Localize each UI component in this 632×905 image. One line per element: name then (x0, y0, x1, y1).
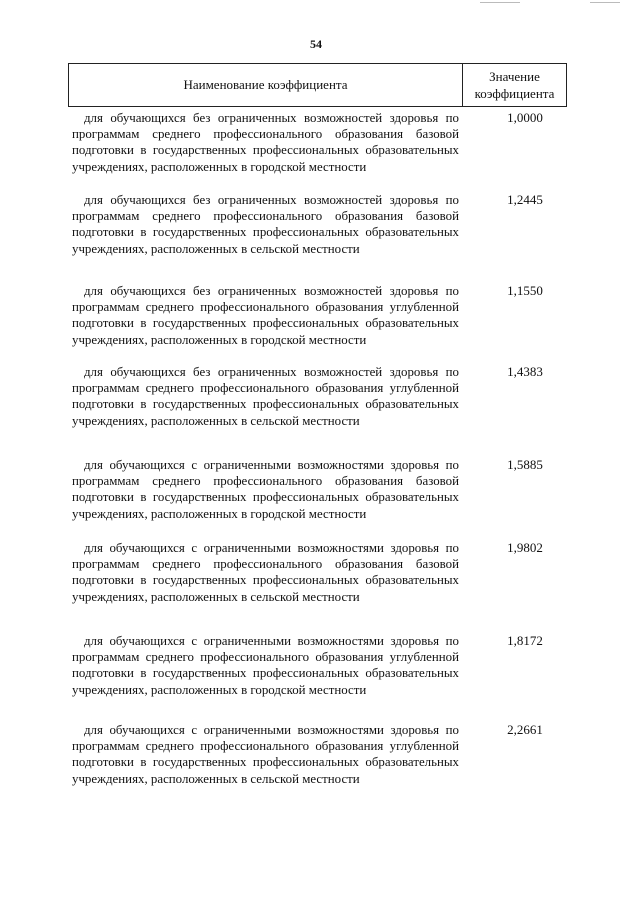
coefficient-name: для обучающихся без ограниченных возможностей здоровья по программам среднего профессионального образования углубленной подготовки в государственных профессиональных образовательных учреждениях, расположенных в сельской местности (72, 365, 459, 428)
table-row (72, 457, 562, 537)
header-value-column (463, 64, 566, 106)
coefficient-value: 1,5885 (507, 457, 543, 472)
scan-artifact (480, 2, 520, 3)
coefficient-value: 1,0000 (507, 110, 543, 125)
coefficient-name: для обучающихся без ограниченных возможностей здоровья по программам среднего профессионального образования углубленной подготовки в государственных профессиональных образовательных учреждениях, расположенных в городской местности (72, 284, 459, 347)
table-row (72, 540, 562, 620)
table-row (72, 283, 562, 363)
header-name-column: Наименование коэффициента (69, 64, 463, 106)
header-value-line2: коэффициента (474, 86, 555, 101)
header-value-line1: Значение (489, 69, 540, 84)
coefficient-name: для обучающихся с ограниченными возможностями здоровья по программам среднего профессионального образования базовой подготовки в государственных профессиональных образовательных учреждениях, расположенных в городской местности (72, 458, 459, 521)
table-row (72, 192, 562, 272)
coefficient-value: 1,2445 (507, 192, 543, 207)
coefficient-value: 1,8172 (507, 633, 543, 648)
table-row (72, 633, 562, 713)
table-row (72, 110, 562, 190)
coefficient-name: для обучающихся без ограниченных возможностей здоровья по программам среднего профессионального образования базовой подготовки в государственных профессиональных образовательных учреждениях, расположенных в городской местности (72, 111, 459, 174)
coefficient-name: для обучающихся без ограниченных возможностей здоровья по программам среднего профессионального образования базовой подготовки в государственных профессиональных образовательных учреждениях, расположенных в сельской местности (72, 193, 459, 256)
coefficient-value: 1,9802 (507, 540, 543, 555)
table-row (72, 364, 562, 444)
page-number: 54 (310, 37, 322, 51)
table-header (68, 63, 567, 107)
coefficient-value: 2,2661 (507, 722, 543, 737)
coefficient-name: для обучающихся с ограниченными возможностями здоровья по программам среднего профессионального образования углубленной подготовки в государственных профессиональных образовательных учреждениях, расположенных в сельской местности (72, 723, 459, 786)
coefficient-value: 1,4383 (507, 364, 543, 379)
coefficient-name: для обучающихся с ограниченными возможностями здоровья по программам среднего профессионального образования углубленной подготовки в государственных профессиональных образовательных учреждениях, расположенных в городской местности (72, 634, 459, 697)
coefficient-value: 1,1550 (507, 283, 543, 298)
table-row (72, 722, 562, 802)
scan-artifact (590, 2, 620, 3)
coefficient-name: для обучающихся с ограниченными возможностями здоровья по программам среднего профессионального образования базовой подготовки в государственных профессиональных образовательных учреждениях, расположенных в сельской местности (72, 541, 459, 604)
